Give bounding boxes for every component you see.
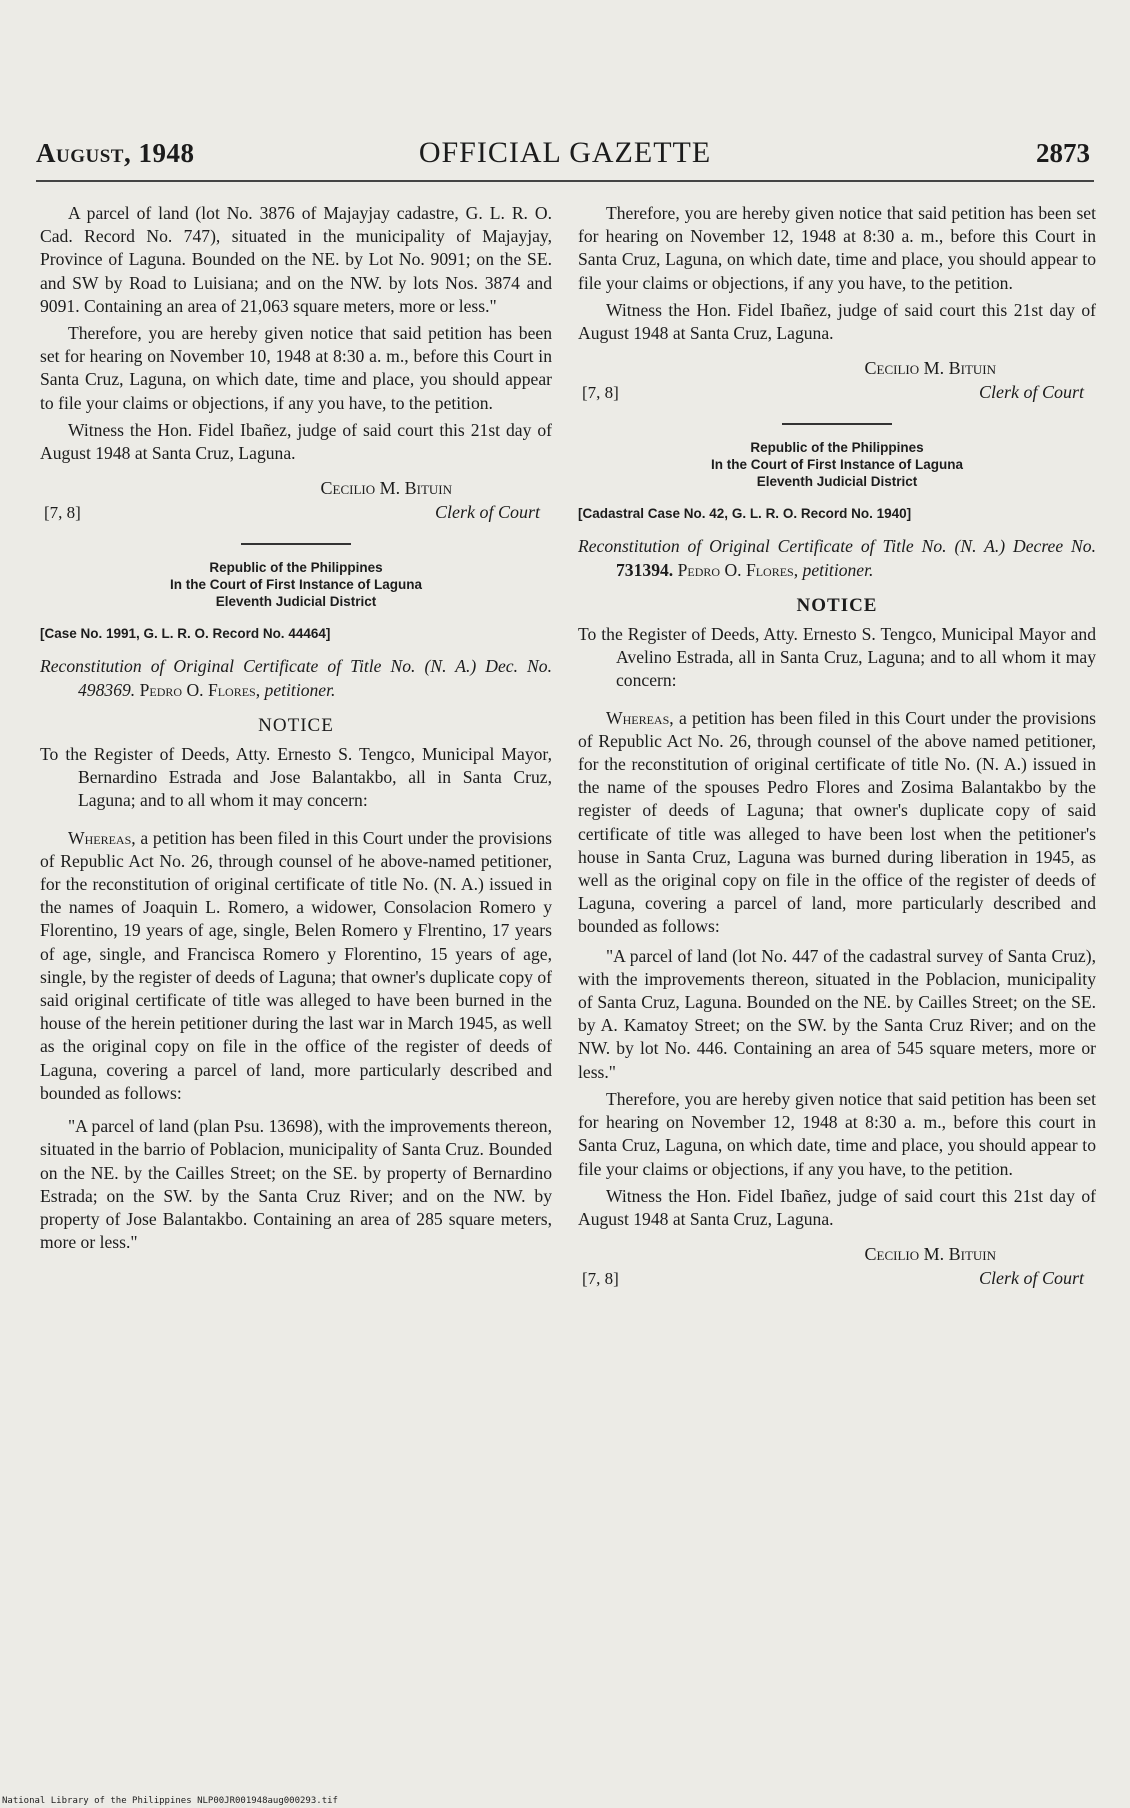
header-title: OFFICIAL GAZETTE [418, 136, 712, 169]
left-witness-paragraph: Witness the Hon. Fidel Ibañez, judge of said court this 21st day of August 1948 at Santa Cruz, Laguna. [40, 419, 552, 464]
right-whereas-paragraph [578, 707, 1096, 939]
left-whereas-word: Whereas, [68, 827, 136, 848]
right-reconstitution-caption [578, 535, 1096, 581]
right-signature-block [578, 357, 1096, 409]
left-whereas-body: a petition has been filed in this Court under the provisions of Republic Act No. 26, through counsel of he above-named petitioner, for the reconstitution of original certificate of title No. (N. A.) issued in the names of Joaquin L. Romero, a widower, Consolacion Romero y Florentino, 19 years of age, single, Belen Romero y Flrentino, 17 years of age, single, and Francisca Romero y Florentino, 15 years of age, single, by the register of deeds of Laguna; that owner's duplicate copy of said original certificate of title was alleged to have been burned in the house of the herein petitioner during the last war in March 1945, as well as the original copy on file in the office of the register of deeds of Laguna, covering a parcel of land, more particularly described and bounded as follows: [40, 827, 552, 1103]
header-date: August, 1948 [36, 138, 195, 168]
right-signer-name: Cecilio M. Bituin [864, 358, 996, 379]
right-court-line-1: Republic of the Philippines [750, 440, 924, 456]
right-therefore-paragraph-2: Therefore, you are hereby given notice that said petition has been set for hearing on November 12, 1948 at 8:30 a. m., before this court in Santa Cruz, Laguna, on which date, time and place, you should appear to file your claims or objections, if any you have, to the petition. [578, 1088, 1096, 1179]
left-parcel-continued: A parcel of land (lot No. 3876 of Majayjay cadastre, G. L. R. O. Cad. Record No. 747), situated in the municipality of Majayjay, Province of Laguna. Bounded on the NE. by Lot No. 9091; on the SE. and SW by Road to Luisiana; and on the NW. by lots Nos. 3874 and 9091. Containing an area of 21,063 square meters, more or less." [40, 203, 552, 316]
left-divider [241, 543, 351, 545]
right-recon-italic: Reconstitution of Original Certificate of Title No. (N. A.) Decree No. [578, 536, 1096, 557]
right-court-line-3: Eleventh Judicial District [756, 474, 918, 490]
left-therefore-paragraph: Therefore, you are hereby given notice that said petition has been set for hearing on November 10, 1948 at 8:30 a. m., before this Court in Santa Cruz, Laguna, on which date, time and place, you should appear to file your claims or objections, if any you have, to the petition. [40, 323, 552, 413]
left-column [40, 202, 552, 1254]
right-court-line-2: In the Court of First Instance of Laguna [710, 457, 963, 473]
right-whereas-word: Whereas, [606, 707, 674, 728]
header-rule [36, 180, 1094, 182]
left-signature-block [40, 477, 552, 529]
left-notice-heading: NOTICE [258, 714, 334, 736]
left-case-number: [Case No. 1991, G. L. R. O. Record No. 44464] [40, 626, 331, 642]
left-issue-ref: [7, 8] [44, 503, 81, 523]
right-signature-block-2 [578, 1243, 1096, 1295]
right-notice-heading: NOTICE [796, 594, 878, 616]
left-court-line-2: In the Court of First Instance of Laguna [169, 577, 422, 593]
right-issue-ref: [7, 8] [582, 383, 619, 403]
left-court-heading [40, 559, 552, 610]
left-court-line-3: Eleventh Judicial District [215, 594, 377, 610]
left-addressees: To the Register of Deeds, Atty. Ernesto S. Tengco, Municipal Mayor, Bernardino Estrada and Jose Balantakbo, all in Santa Cruz, Laguna; and to all whom it may concern: [40, 744, 552, 811]
right-witness-paragraph-2: Witness the Hon. Fidel Ibañez, judge of said court this 21st day of August 1948 at Santa Cruz, Laguna. [578, 1185, 1096, 1229]
right-parcel-description: "A parcel of land (lot No. 447 of the cadastral survey of Santa Cruz), with the improvements thereon, situated in the Poblacion, municipality of Santa Cruz, Laguna. Bounded on the NE. by Cailles Street; on the SE. by A. Kamatoy Street; on the SW. by the Santa Cruz River; and on the NW. by lot No. 446. Containing an area of 545 square meters, more or less." [578, 945, 1096, 1082]
archive-footer: National Library of the Philippines NLP00JR001948aug000293.tif [2, 1796, 338, 1806]
left-whereas-paragraph [40, 827, 552, 1105]
right-therefore-paragraph: Therefore, you are hereby given notice that said petition has been set for hearing on November 12, 1948 at 8:30 a. m., before this Court in Santa Cruz, Laguna, on which date, time and place, you should appear to file your claims or objections, if any you have, to the petition. [578, 203, 1096, 293]
left-reconstitution-caption [40, 655, 552, 701]
left-recon-tail: petitioner. [264, 679, 336, 700]
right-signer-title-2: Clerk of Court [978, 1268, 1084, 1289]
right-recon-decree: 731394. [616, 559, 674, 580]
left-recon-italic: Reconstitution of Original Certificate of Title No. (N. A.) Dec. No. 498369. [40, 656, 552, 700]
right-divider [782, 423, 892, 425]
right-whereas-body: a petition has been filed in this Court under the provisions of Republic Act No. 26, through counsel of the above named petitioner, for the reconstitution of original certificate of title No. (N. A.) issued in the name of the spouses Pedro Flores and Zosima Balantakbo by the register of deeds of Laguna; that owner's duplicate copy of said certificate of title was alleged to have been lost when the petitioner's house in Santa Cruz, Laguna was burned during liberation in 1945, as well as the original copy on file in the office of the register of deeds of Laguna, covering a parcel of land, more particularly described and bounded as follows: [578, 707, 1096, 937]
left-signer-title: Clerk of Court [434, 502, 540, 523]
page-number: 2873 [1036, 138, 1090, 168]
left-parcel-description: "A parcel of land (plan Psu. 13698), with the improvements thereon, situated in the barrio of Poblacion, municipality of Santa Cruz. Bounded on the NE. by the Cailles Street; on the SE. by property of Bernardino Estrada; on the SW. by the Santa Cruz River; and on the NW. by property of Jose Balantakbo. Containing an area of 285 square meters, more or less." [40, 1116, 552, 1253]
right-witness-paragraph: Witness the Hon. Fidel Ibañez, judge of said court this 21st day of August 1948 at Santa Cruz, Laguna. [578, 299, 1096, 344]
right-case-number: [Cadastral Case No. 42, G. L. R. O. Record No. 1940] [578, 506, 912, 522]
right-issue-ref-2: [7, 8] [582, 1269, 619, 1289]
right-court-heading [578, 439, 1096, 490]
right-addressees: To the Register of Deeds, Atty. Ernesto S. Tengco, Municipal Mayor and Avelino Estrada, all in Santa Cruz, Laguna; and to all whom it may concern: [578, 624, 1096, 691]
right-signer-name-2: Cecilio M. Bituin [864, 1244, 996, 1265]
right-recon-petitioner: Pedro O. Flores, [677, 559, 799, 580]
right-column [578, 202, 1096, 1295]
left-court-line-1: Republic of the Philippines [209, 560, 383, 576]
page-header [36, 132, 1094, 176]
right-signer-title: Clerk of Court [978, 382, 1084, 403]
right-recon-tail: petitioner. [802, 559, 874, 580]
left-recon-petitioner: Pedro O. Flores, [139, 679, 261, 700]
left-signer-name: Cecilio M. Bituin [320, 478, 452, 499]
